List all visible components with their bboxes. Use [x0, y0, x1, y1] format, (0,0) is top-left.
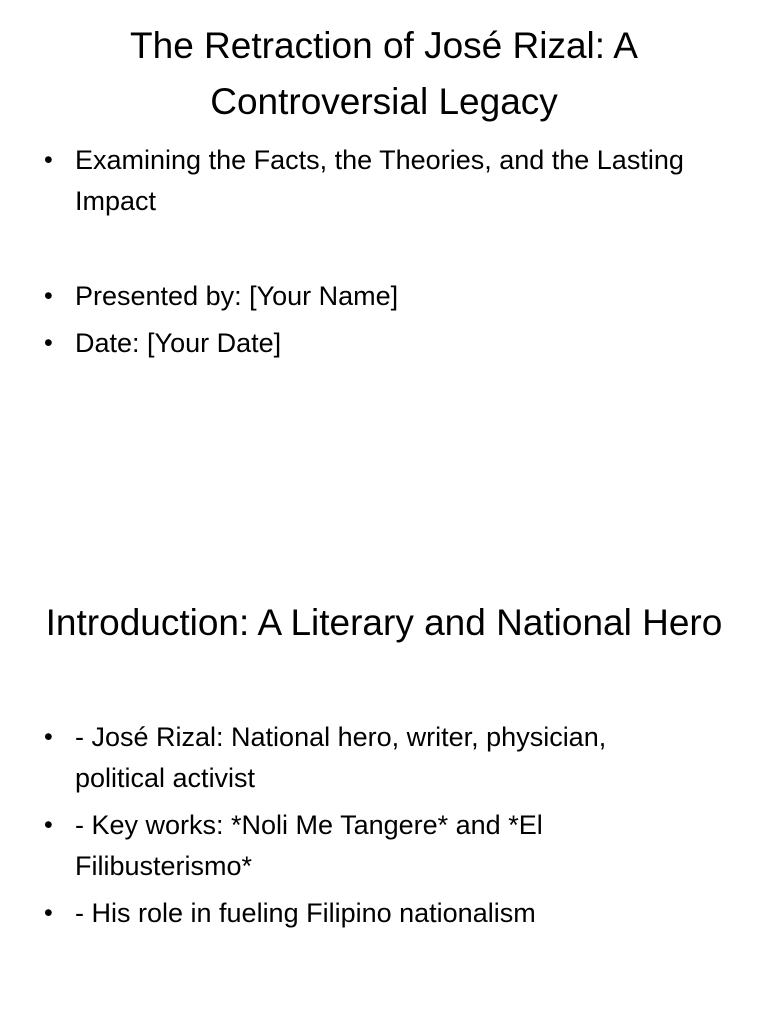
bullet-item	[40, 323, 690, 364]
slide-title: The Retraction of José Rizal: A Controversial Legacy	[130, 25, 638, 122]
bullet-item	[40, 717, 690, 799]
bullet-item-empty	[40, 228, 690, 270]
bullet-icon: •	[44, 899, 53, 927]
slide-title: Introduction: A Literary and National Hero	[45, 602, 723, 643]
bullet-item	[40, 805, 690, 887]
bullet-item	[40, 893, 690, 934]
bullet-text: - José Rizal: National hero, writer, physician, political activist	[75, 722, 607, 793]
bullet-text: Date: [Your Date]	[75, 328, 282, 358]
slide-2	[0, 576, 768, 1024]
bullet-text: - Key works: *Noli Me Tangere* and *El Filibusterismo*	[75, 810, 543, 881]
bullet-icon: •	[44, 329, 53, 357]
bullet-text: - His role in fueling Filipino nationalism	[75, 898, 536, 928]
bullet-icon: •	[44, 146, 53, 174]
bullet-icon: •	[44, 723, 53, 751]
bullet-list	[40, 140, 690, 364]
bullet-icon: •	[44, 811, 53, 839]
bullet-item	[40, 276, 690, 317]
bullet-text: Presented by: [Your Name]	[75, 281, 399, 311]
bullet-list	[40, 717, 690, 940]
bullet-text: Examining the Facts, the Theories, and the Lasting Impact	[75, 145, 684, 216]
bullet-icon: •	[44, 282, 53, 310]
bullet-item	[40, 140, 690, 222]
